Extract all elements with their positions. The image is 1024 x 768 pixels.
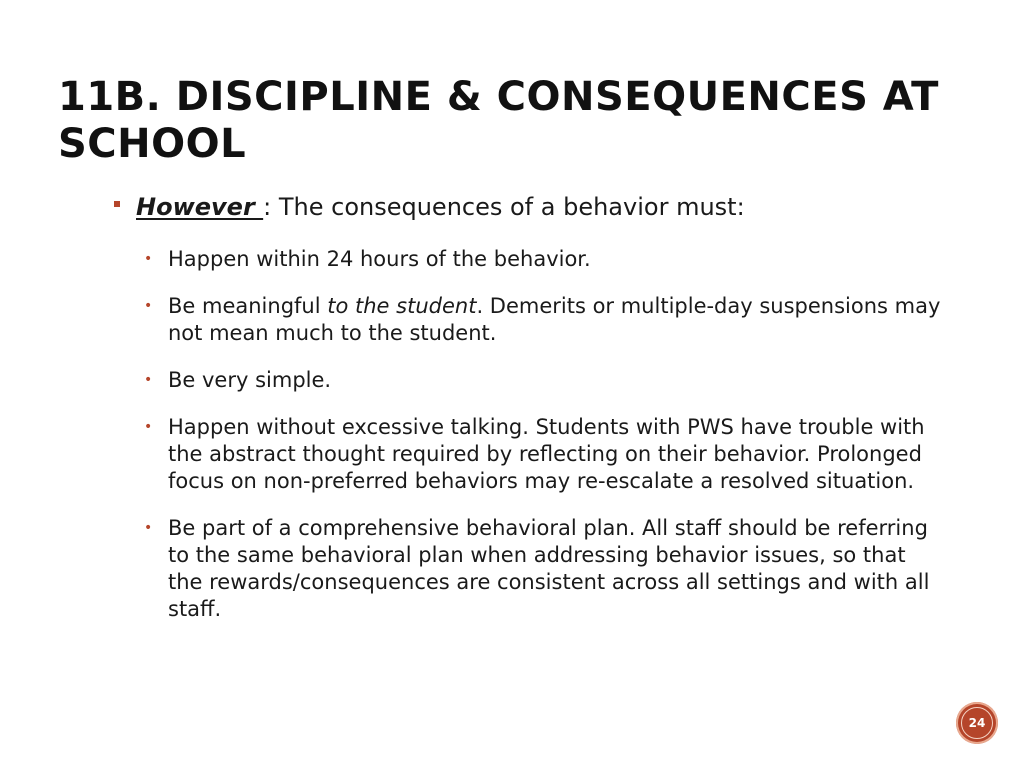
sub-bullet-text [168, 515, 944, 623]
sub-bullet-text [168, 246, 944, 273]
dot-bullet-icon: • [144, 520, 153, 536]
page-number: 24 [961, 707, 993, 739]
emphasized-text: to the student [327, 294, 477, 318]
dot-bullet-icon: • [144, 419, 153, 435]
sub-bullet-text [168, 414, 944, 495]
dot-bullet-icon: • [144, 298, 153, 314]
slide-title: 11B. DISCIPLINE & CONSEQUENCES AT SCHOOL [58, 74, 939, 167]
sub-bullet-list [144, 246, 944, 643]
sub-bullet-text [168, 367, 944, 394]
main-bullet-text [136, 192, 745, 222]
text-run: Be very simple. [168, 368, 332, 392]
sub-bullet-item [144, 515, 944, 623]
text-run: Be meaningful [168, 294, 328, 318]
dot-bullet-icon: • [144, 251, 153, 267]
lead-word: However [136, 193, 264, 221]
square-bullet-icon [114, 201, 120, 207]
text-run: Happen without excessive talking. Students with PWS have trouble with the abstract thought required by reflecting on their behavior. Prolonged focus on non-preferred behaviors may re-escalate a resolved situation. [168, 415, 925, 493]
dot-bullet-icon: • [144, 372, 153, 388]
main-bullet [114, 192, 974, 222]
text-run: . Demerits or multiple-day suspensions may not mean much to the student. [168, 294, 941, 345]
sub-bullet-text [168, 293, 944, 347]
sub-bullet-item [144, 293, 944, 347]
lead-text: : The consequences of a behavior must: [263, 193, 745, 221]
text-run: Happen within 24 hours of the behavior. [168, 247, 591, 271]
text-run: Be part of a comprehensive behavioral plan. All staff should be referring to the same behavioral plan when addressing behavior issues, so that the rewards/consequences are consistent across all settings and with all staff. [168, 516, 930, 621]
sub-bullet-item [144, 246, 944, 273]
sub-bullet-item [144, 367, 944, 394]
page-number-badge [956, 702, 998, 744]
sub-bullet-item [144, 414, 944, 495]
